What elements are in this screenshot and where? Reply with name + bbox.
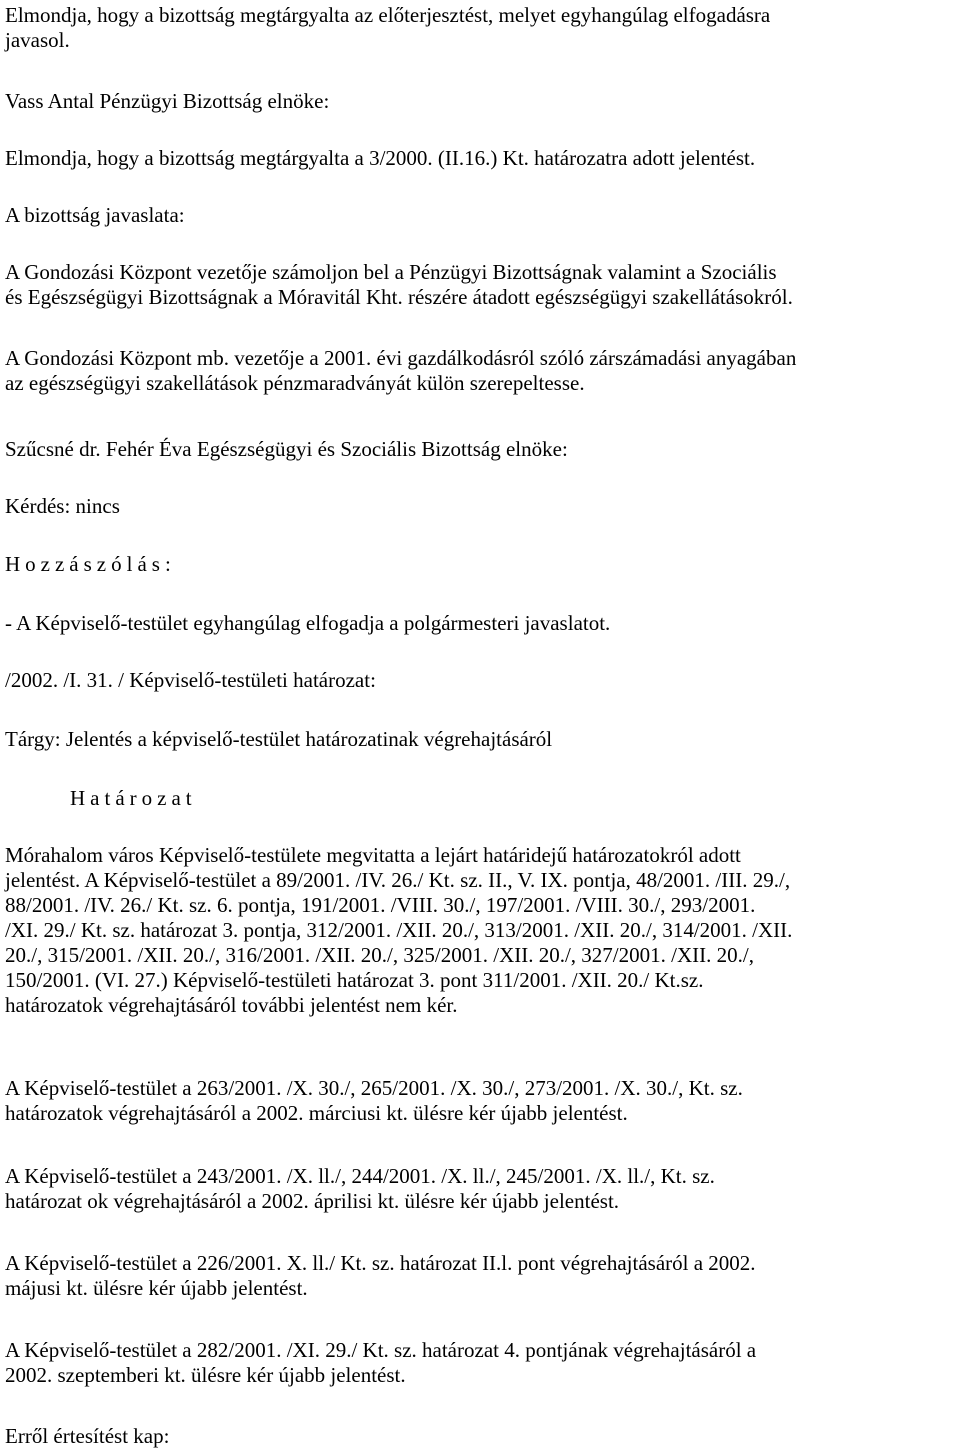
text-line: határozatok végrehajtásáról további jelentést nem kér.	[5, 993, 458, 1017]
text-line: A bizottság javaslata:	[5, 203, 185, 227]
text-line: és Egészségügyi Bizottságnak a Móravitál Kht. részére átadott egészségügyi szakellátásokról.	[5, 285, 793, 309]
text-line: Szűcsné dr. Fehér Éva Egészségügyi és Szociális Bizottság elnöke:	[5, 437, 568, 461]
heading-committee-proposal	[5, 203, 185, 228]
text-line: májusi kt. ülésre kér újabb jelentést.	[5, 1276, 308, 1300]
text-line: határozat ok végrehajtásáról a 2002. áprilisi kt. ülésre kér újabb jelentést.	[5, 1189, 620, 1213]
text-line: Hozzászólás:	[5, 552, 176, 576]
resolution-number-heading	[5, 668, 376, 693]
text-line: Határozat	[70, 786, 197, 810]
text-line: A Gondozási Központ mb. vezetője a 2001. évi gazdálkodásról szóló zárszámadási anyagában	[5, 346, 797, 370]
text-line: A Képviselő-testület a 263/2001. /X. 30./, 265/2001. /X. 30./, 273/2001. /X. 30./, Kt. sz.	[5, 1076, 743, 1100]
paragraph-may-report	[5, 1251, 756, 1301]
paragraph-march-report	[5, 1076, 743, 1126]
paragraph-report-discussed	[5, 146, 755, 171]
text-line: Tárgy: Jelentés a képviselő-testület határozatinak végrehajtásáról	[5, 727, 553, 751]
comments-heading	[5, 552, 176, 577]
text-line: - A Képviselő-testület egyhangúlag elfogadja a polgármesteri javaslatot.	[5, 611, 611, 635]
text-line: 150/2001. (VI. 27.) Képviselő-testületi határozat 3. pont 311/2001. /XII. 20./ Kt.sz.	[5, 968, 704, 992]
resolution-subject	[5, 727, 552, 752]
text-line: 20./, 315/2001. /XII. 20./, 316/2001. /XII. 20./, 325/2001. /XII. 20./, 327/2001. /XII. 20./,	[5, 943, 754, 967]
text-line: határozatok végrehajtásáról a 2002. márciusi kt. ülésre kér újabb jelentést.	[5, 1101, 628, 1125]
text-line: Mórahalom város Képviselő-testülete megvitatta a lejárt határidejű határozatokról adott	[5, 843, 741, 867]
text-line: Elmondja, hogy a bizottság megtárgyalta a 3/2000. (II.16.) Kt. határozatra adott jelentést.	[5, 146, 756, 170]
text-line: /2002. /I. 31. / Képviselő-testületi határozat:	[5, 668, 376, 692]
paragraph-committee-discussed	[5, 3, 770, 53]
speaker-finance-committee-chair	[5, 89, 329, 114]
text-line: Elmondja, hogy a bizottság megtárgyalta az előterjesztést, melyet egyhangúlag elfogadásra	[5, 3, 771, 27]
paragraph-september-report	[5, 1338, 756, 1388]
paragraph-proposal-closing-accounts	[5, 346, 796, 396]
text-line: 2002. szeptemberi kt. ülésre kér újabb jelentést.	[5, 1363, 406, 1387]
text-line: /XI. 29./ Kt. sz. határozat 3. pontja, 312/2001. /XII. 20./, 313/2001. /XII. 20./, 314/2001. /XII.	[5, 918, 793, 942]
resolution-title	[5, 786, 197, 811]
text-line: Kérdés: nincs	[5, 494, 120, 518]
text-line: az egészségügyi szakellátások pénzmaradványát külön szerepeltesse.	[5, 371, 585, 395]
text-line: A Képviselő-testület a 282/2001. /XI. 29./ Kt. sz. határozat 4. pontjának végrehajtásáról a	[5, 1338, 757, 1362]
text-line: Vass Antal Pénzügyi Bizottság elnöke:	[5, 89, 330, 113]
text-line: 88/2001. /IV. 26./ Kt. sz. 6. pontja, 191/2001. /VIII. 30./, 197/2001. /VIII. 30./, 293/2001.	[5, 893, 756, 917]
text-line: javasol.	[5, 28, 70, 52]
speaker-health-committee-chair	[5, 437, 568, 462]
paragraph-proposal-report	[5, 260, 793, 310]
text-line: jelentést. A Képviselő-testület a 89/2001. /IV. 26./ Kt. sz. II., V. IX. pontja, 48/2001. /III. 29./,	[5, 868, 791, 892]
text-line: A Képviselő-testület a 226/2001. X. ll./ Kt. sz. határozat II.l. pont végrehajtásáról a 2002.	[5, 1251, 756, 1275]
paragraph-april-report	[5, 1164, 715, 1214]
text-line: A Gondozási Központ vezetője számoljon bel a Pénzügyi Bizottságnak valamint a Szociális	[5, 260, 777, 284]
text-line: A Képviselő-testület a 243/2001. /X. ll./, 244/2001. /X. ll./, 245/2001. /X. ll./, Kt. sz.	[5, 1164, 715, 1188]
questions-line	[5, 494, 120, 519]
paragraph-resolution-body	[5, 843, 792, 1018]
paragraph-resolution-accepted	[5, 611, 610, 636]
text-line: Erről értesítést kap:	[5, 1424, 170, 1448]
notification-heading	[5, 1424, 169, 1449]
